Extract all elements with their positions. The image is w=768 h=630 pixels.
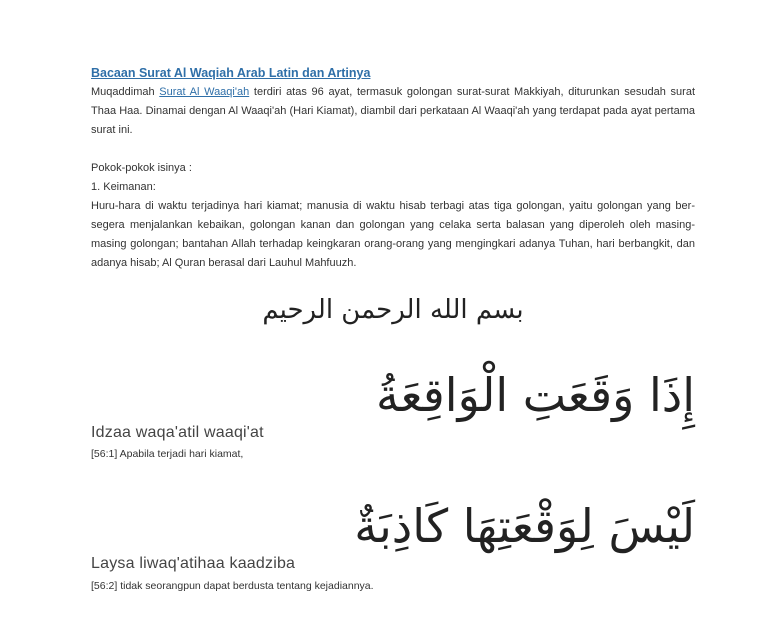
topic-paragraph: Huru-hara di waktu terjadinya hari kiamat; manusia di waktu hisab terbagi atas tiga golongan, yaitu golongan yang ber- segera menjalankan kebaikan, golongan kanan dan golongan yang celaka serta balasan yang diperoleh oleh masing-masing golongan; bantahan Allah terhadap keingkaran orang-orang yang mengingkari adanya Tuhan, hari berbangkit, dan adanya hisab; Al Quran berasal dari Lauhul Mahfuuzh. [91, 200, 695, 269]
intro-paragraph [91, 83, 695, 140]
ayah-1-translation: [56:1] Apabila terjadi hari kiamat, [91, 448, 244, 460]
ayah-2-arabic: لَيْسَ لِوَقْعَتِهَا كَاذِبَةٌ [354, 499, 695, 553]
article-body [91, 64, 695, 273]
topics-heading: Pokok-pokok isinya : [91, 162, 192, 174]
ayah-2-latin: Laysa liwaq'atihaa kaadziba [91, 555, 296, 572]
intro-prefix: Muqaddimah [91, 86, 155, 98]
ayah-2-translation: [56:2] tidak seorangpun dapat berdusta tentang kejadiannya. [91, 580, 374, 592]
intro-text: terdiri atas 96 ayat, termasuk golongan surat-surat Makkiyah, diturunkan sesudah surat Thaa Haa. Dinamai dengan Al Waaqi'ah (Hari Kiamat), diambil dari perkataan Al Waaqi'ah yang terdapat pada ayat pertama surat ini. [91, 86, 696, 136]
topic-label: 1. Keimanan: [91, 181, 156, 193]
ayah-1-arabic: إِذَا وَقَعَتِ الْوَاقِعَةُ [375, 368, 695, 422]
spacer [91, 140, 695, 159]
surah-link[interactable]: Surat Al Waaqi'ah [159, 86, 250, 98]
bismillah-heading: بسم الله الرحمن الرحيم [262, 295, 524, 325]
ayah-1-latin: Idzaa waqa'atil waaqi'at [91, 424, 264, 441]
article-title-link[interactable]: Bacaan Surat Al Waqiah Arab Latin dan Artinya [91, 66, 371, 80]
